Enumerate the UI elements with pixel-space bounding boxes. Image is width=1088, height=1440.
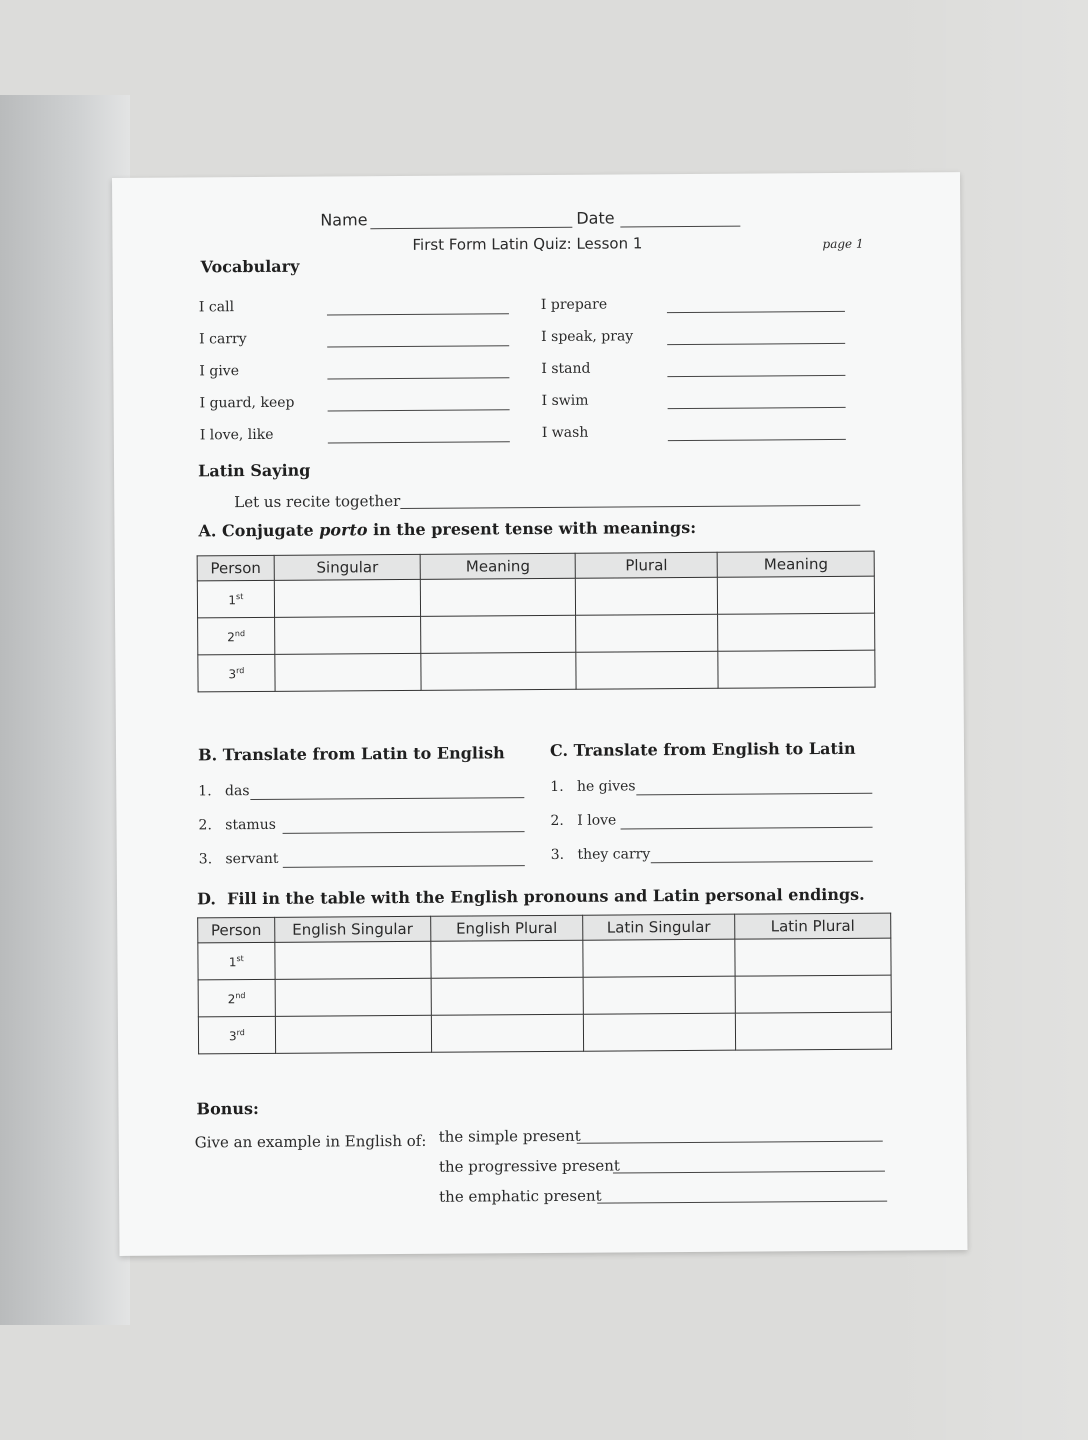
- vocab-item-right: I stand: [541, 360, 591, 378]
- vocab-item-left: I guard, keep: [199, 394, 295, 412]
- column-header: Singular: [274, 554, 421, 580]
- page-number: page 1: [822, 236, 864, 252]
- answer-cell[interactable]: [274, 616, 421, 654]
- answer-cell[interactable]: [735, 938, 891, 976]
- answer-cell[interactable]: [421, 615, 576, 653]
- bonus-item: the progressive present: [438, 1156, 620, 1176]
- column-header: Latin Singular: [583, 914, 735, 940]
- answer-cell[interactable]: [275, 978, 431, 1016]
- table-row: [198, 1012, 891, 1054]
- answer-cell[interactable]: [576, 614, 719, 652]
- person-cell: 3rd: [198, 1016, 275, 1054]
- answer-cell[interactable]: [735, 975, 891, 1013]
- section-a-heading-post: in the present tense with meanings:: [367, 517, 697, 540]
- vocab-item-left: I call: [198, 299, 235, 316]
- vocab-answer-field[interactable]: [668, 439, 846, 441]
- answer-cell[interactable]: [718, 576, 875, 614]
- answer-cell[interactable]: [421, 652, 576, 690]
- vocab-item-left: I give: [199, 363, 240, 380]
- answer-cell[interactable]: [575, 577, 718, 615]
- person-cell: 1st: [198, 942, 275, 980]
- answer-cell[interactable]: [583, 939, 735, 977]
- english-item: 2. I love: [550, 812, 617, 829]
- translation-field[interactable]: [250, 797, 524, 800]
- name-field[interactable]: [370, 227, 572, 229]
- person-cell: 3rd: [198, 654, 275, 692]
- answer-cell[interactable]: [718, 650, 875, 688]
- person-cell: 1st: [197, 580, 274, 618]
- answer-cell[interactable]: [431, 1014, 583, 1052]
- translation-field[interactable]: [283, 831, 525, 834]
- latin-saying-heading: Latin Saying: [197, 460, 311, 481]
- vocab-item-right: I prepare: [540, 296, 608, 314]
- column-header: Meaning: [718, 551, 875, 577]
- column-header: Plural: [575, 552, 718, 578]
- latin-item: 1. das: [198, 783, 250, 800]
- person-cell: 2nd: [198, 979, 275, 1017]
- answer-cell[interactable]: [576, 651, 719, 689]
- answer-cell[interactable]: [431, 940, 583, 978]
- bonus-answer-field[interactable]: [577, 1141, 883, 1144]
- bonus-item: the emphatic present: [439, 1186, 602, 1206]
- answer-cell[interactable]: [421, 578, 576, 616]
- vocab-answer-field[interactable]: [668, 407, 846, 409]
- book-edge-left: [0, 95, 130, 1325]
- column-header: Latin Plural: [735, 913, 891, 939]
- table-row: [198, 975, 891, 1017]
- latin-saying-field[interactable]: [400, 505, 860, 509]
- answer-cell[interactable]: [431, 977, 583, 1015]
- date-field[interactable]: [620, 226, 740, 228]
- vocab-answer-field[interactable]: [327, 377, 509, 379]
- bonus-prompt: Give an example in English of:: [194, 1131, 427, 1152]
- answer-cell[interactable]: [275, 653, 422, 691]
- bonus-answer-field[interactable]: [597, 1201, 887, 1204]
- section-c-heading: C. Translate from English to Latin: [549, 738, 856, 760]
- section-a-verb: porto: [319, 520, 368, 540]
- answer-cell[interactable]: [583, 1013, 735, 1051]
- vocab-answer-field[interactable]: [327, 313, 509, 315]
- table-row: [197, 576, 874, 618]
- vocab-item-left: I carry: [199, 331, 247, 348]
- translation-field[interactable]: [621, 827, 873, 830]
- latin-item: 2. stamus: [198, 816, 276, 834]
- latin-saying-prompt: Let us recite together: [234, 491, 401, 512]
- quiz-title: First Form Latin Quiz: Lesson 1: [412, 234, 643, 254]
- column-header: English Plural: [431, 915, 583, 941]
- column-header: Person: [198, 917, 275, 943]
- answer-cell[interactable]: [583, 976, 735, 1014]
- column-header: Person: [197, 555, 274, 581]
- vocab-answer-field[interactable]: [327, 345, 509, 347]
- vocab-answer-field[interactable]: [328, 441, 510, 443]
- column-header: Meaning: [421, 553, 576, 579]
- vocab-item-left: I love, like: [199, 426, 274, 444]
- name-label: Name: [320, 210, 368, 230]
- answer-cell[interactable]: [275, 941, 431, 979]
- answer-cell[interactable]: [275, 1015, 431, 1053]
- bonus-answer-field[interactable]: [613, 1171, 885, 1174]
- vocab-answer-field[interactable]: [667, 311, 845, 313]
- english-item: 3. they carry: [550, 846, 651, 863]
- quiz-page: [112, 172, 968, 1256]
- vocab-answer-field[interactable]: [667, 343, 845, 345]
- translation-field[interactable]: [636, 793, 872, 796]
- person-cell: 2nd: [198, 617, 275, 655]
- pronoun-endings-table: [197, 913, 892, 1055]
- vocab-item-right: I speak, pray: [541, 328, 634, 346]
- table-row: [198, 938, 891, 980]
- bonus-heading: Bonus:: [196, 1098, 259, 1119]
- vocab-answer-field[interactable]: [667, 375, 845, 377]
- vocab-answer-field[interactable]: [328, 409, 510, 411]
- vocab-item-right: I swim: [541, 392, 589, 410]
- vocab-item-right: I wash: [541, 424, 589, 442]
- latin-item: 3. servant: [198, 850, 279, 868]
- table-row: [198, 650, 875, 692]
- table-row: [198, 613, 875, 655]
- answer-cell[interactable]: [718, 613, 875, 651]
- answer-cell[interactable]: [735, 1012, 891, 1050]
- section-d-heading: D. Fill in the table with the English pronouns and Latin personal endings.: [196, 884, 865, 909]
- english-item: 1. he gives: [550, 778, 636, 795]
- conjugation-table: [197, 551, 876, 693]
- bonus-item: the simple present: [438, 1126, 581, 1146]
- column-header: English Singular: [274, 916, 430, 942]
- answer-cell[interactable]: [274, 579, 421, 617]
- date-label: Date: [576, 208, 615, 228]
- vocabulary-heading: Vocabulary: [200, 256, 300, 277]
- section-a-heading: [198, 518, 696, 540]
- section-b-heading: B. Translate from Latin to English: [197, 743, 505, 765]
- translation-field[interactable]: [651, 861, 873, 864]
- section-a-heading-pre: A. Conjugate: [198, 520, 320, 541]
- translation-field[interactable]: [283, 865, 525, 868]
